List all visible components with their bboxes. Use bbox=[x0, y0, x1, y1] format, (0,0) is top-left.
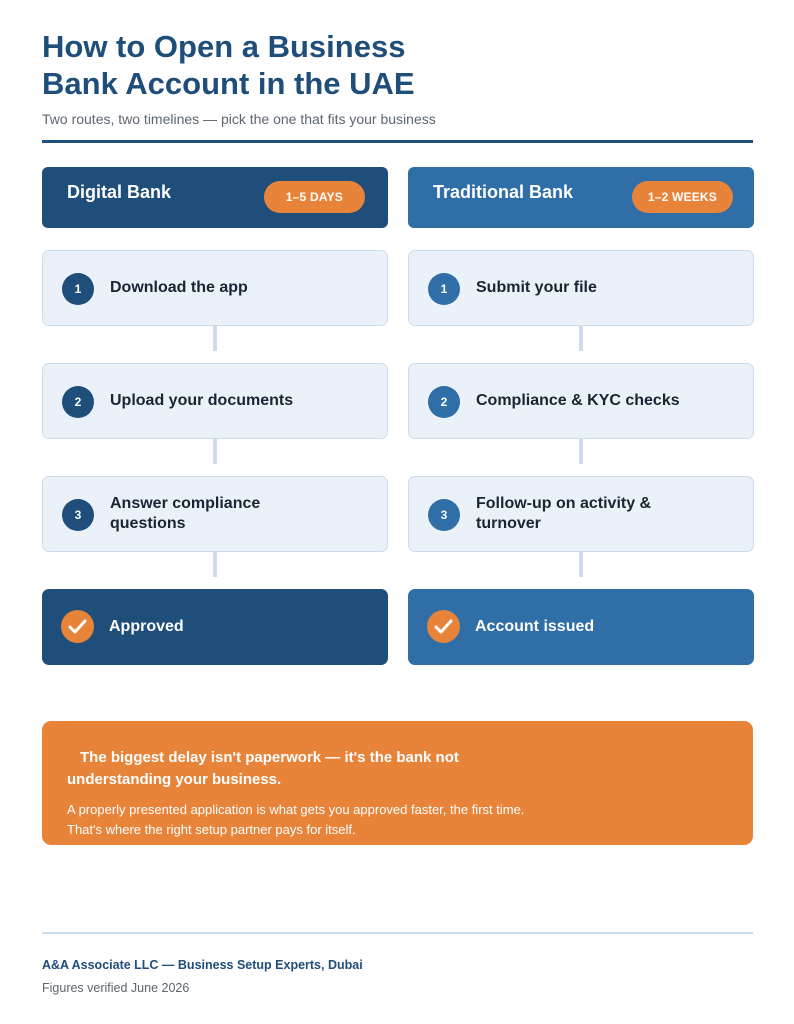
step-connector bbox=[213, 552, 217, 577]
key-insight-callout bbox=[42, 721, 753, 845]
route-header-traditional bbox=[408, 167, 754, 228]
title-divider bbox=[42, 140, 753, 143]
route-title: Traditional Bank bbox=[433, 182, 574, 202]
step-label: Follow-up on activity & turnover bbox=[476, 494, 652, 532]
page-title-line-2: Bank Account in the UAE bbox=[42, 66, 415, 101]
page-subtitle: Two routes, two timelines — pick the one that fits your business bbox=[42, 111, 436, 127]
step-card bbox=[42, 250, 388, 326]
step-number: 1 bbox=[62, 273, 94, 305]
checkmark-icon bbox=[61, 610, 94, 643]
page-title-line-1: How to Open a Business bbox=[42, 29, 406, 64]
route-header-digital bbox=[42, 167, 388, 228]
step-connector bbox=[579, 439, 583, 464]
step-card bbox=[42, 476, 388, 552]
footer-organization: A&A Associate LLC — Business Setup Experts, Dubai bbox=[42, 958, 363, 972]
footer-divider bbox=[42, 932, 753, 934]
final-step-label: Approved bbox=[109, 618, 184, 635]
step-label: Compliance & KYC checks bbox=[476, 391, 680, 409]
step-number: 1 bbox=[428, 273, 460, 305]
callout-body: A properly presented application is what gets you approved faster, the first time. That's where the right setup partner pays for itself. bbox=[67, 802, 525, 837]
checkmark-icon bbox=[427, 610, 460, 643]
step-number: 2 bbox=[62, 386, 94, 418]
timeline-badge: 1–5 DAYS bbox=[264, 181, 365, 213]
step-connector bbox=[213, 326, 217, 351]
step-card bbox=[408, 476, 754, 552]
route-column-digital bbox=[42, 167, 388, 635]
step-number: 3 bbox=[62, 499, 94, 531]
footer-note: Figures verified June 2026 bbox=[42, 981, 190, 995]
step-number: 2 bbox=[428, 386, 460, 418]
timeline-badge: 1–2 WEEKS bbox=[632, 181, 733, 213]
step-connector bbox=[213, 439, 217, 464]
page-title bbox=[42, 28, 602, 102]
final-step-card bbox=[408, 589, 754, 665]
step-label: Submit your file bbox=[476, 278, 597, 296]
route-title: Digital Bank bbox=[67, 182, 172, 202]
step-label: Download the app bbox=[110, 278, 248, 296]
route-column-traditional bbox=[408, 167, 754, 635]
step-card bbox=[408, 363, 754, 439]
callout-headline: The biggest delay isn't paperwork — it's the bank not understanding your business. bbox=[67, 749, 459, 788]
step-connector bbox=[579, 326, 583, 351]
step-label: Upload your documents bbox=[110, 391, 294, 409]
step-number: 3 bbox=[428, 499, 460, 531]
final-step-label: Account issued bbox=[475, 618, 595, 635]
step-card bbox=[408, 250, 754, 326]
step-connector bbox=[579, 552, 583, 577]
step-label: Answer compliance questions bbox=[110, 494, 261, 532]
final-step-card bbox=[42, 589, 388, 665]
step-card bbox=[42, 363, 388, 439]
